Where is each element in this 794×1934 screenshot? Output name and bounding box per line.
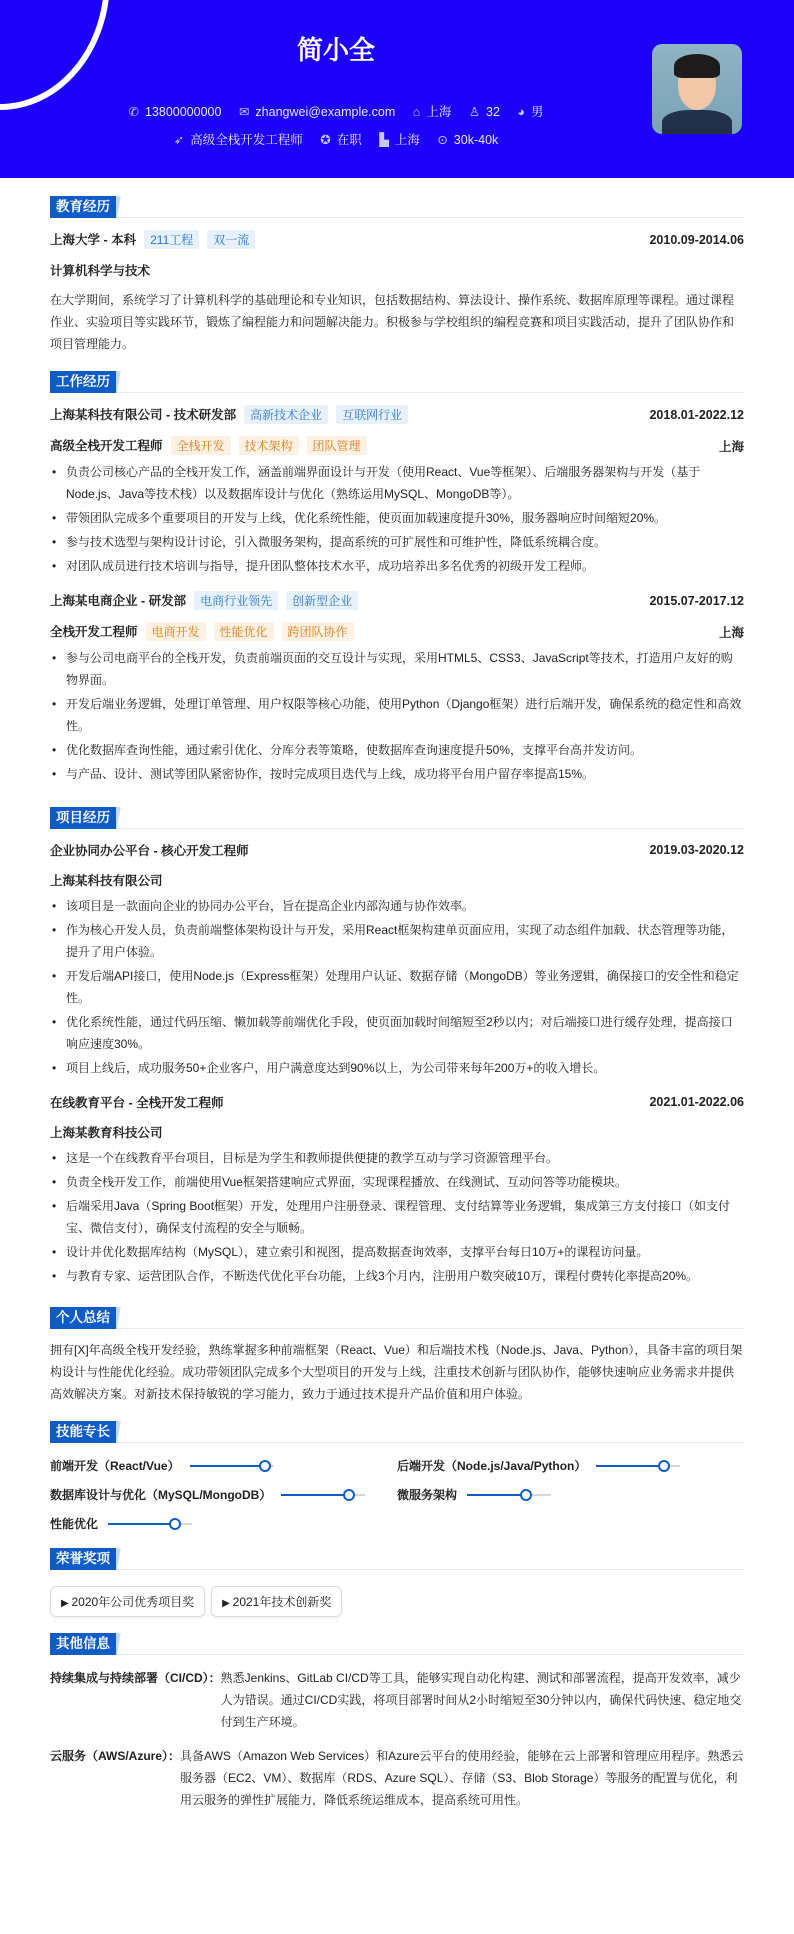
work-city: 上海 [718,625,744,640]
section-title: 荣誉奖项 [50,1548,116,1570]
city: 上海 [426,105,452,119]
skill-name: 后端开发（Node.js/Java/Python） [397,1459,587,1473]
award-name: 2020年公司优秀项目奖 [71,1595,195,1609]
resume-header [0,0,794,178]
skill-name: 数据库设计与优化（MySQL/MongoDB） [50,1488,272,1502]
work-header [50,591,744,610]
building-icon: ▙ [379,133,389,147]
section-awards [50,1548,744,1570]
skill-level-fill [596,1465,663,1467]
send-icon: ➶ [173,133,185,147]
skill-level-knob [169,1518,181,1530]
bullet: • 参与公司电商平台的全栈开发，负责前端页面的交互设计与实现，采用HTML5、CSS3、JavaScript等技术，打造用户友好的购物界面。 [50,647,744,691]
status: 在职 [336,133,362,147]
position: 高级全栈开发工程师 [190,133,303,147]
work-item [50,591,744,785]
skill-level-bar [108,1523,192,1525]
skill-name: 前端开发（React/Vue） [50,1459,180,1473]
company-tag: 高新技术企业 [244,405,328,424]
salary: 30k-40k [453,133,499,147]
section-projects [50,807,744,829]
company-tag: 电商行业领先 [194,591,278,610]
skill-level-bar [467,1494,551,1496]
bullet: • 与教育专家、运营团队合作，不断迭代优化平台功能，上线3个月内，注册用户数突破10万，课程付费转化率提高20%。 [50,1265,744,1287]
school-tag: 双一流 [207,230,255,249]
project-bullets [50,895,744,1079]
section-title: 工作经历 [50,371,116,393]
other-item [50,1745,744,1811]
project-item [50,841,744,1079]
bullet: • 作为核心开发人员，负责前端整体架构设计与开发，采用React框架构建单页面应用，实现了动态组件加载、状态管理等功能，提升了用户体验。 [50,919,744,963]
phone: 13800000000 [144,105,222,119]
company-tag: 互联网行业 [336,405,408,424]
role-tag: 性能优化 [214,622,274,641]
skill-item [397,1457,744,1474]
contact-info-row [0,102,672,120]
award-item [50,1586,205,1617]
section-work [50,371,744,393]
section-title: 技能专长 [50,1421,116,1443]
work-company-line [50,405,408,424]
skill-level-fill [281,1494,348,1496]
role-tag: 技术架构 [239,436,299,455]
other-label: 云服务（AWS/Azure）： [50,1749,181,1763]
role-tag: 全栈开发 [171,436,231,455]
mail-icon: ✉ [238,105,250,119]
bullet: • 参与技术选型与架构设计讨论，引入微服务架构，提高系统的可扩展性和可维护性，降低系统耦合度。 [50,531,744,553]
cake-icon: ♙ [468,105,481,119]
summary-text: 拥有[X]年高级全栈开发经验，熟练掌握多种前端框架（React、Vue）和后端技术栈（Node.js、Java、Python），具备丰富的项目架构设计与性能优化经验。成功带领团队完成多个大型项目的开发与上线，注重技术创新与团队协作，能够快速响应业务需求并提供高效解决方案。对新技术保持敏锐的学习能力，致力于通过技术提升产品价值和用户体验。 [50,1343,743,1401]
other-text: 熟悉Jenkins、GitLab CI/CD等工具，能够实现自动化构建、测试和部署流程，提高开发效率，减少人为错误。通过CI/CD实践，将项目部署时间从2小时缩短至30分钟以内，确保代码快速、稳定地交付到生产环境。 [220,1671,742,1729]
section-skills [50,1421,744,1443]
avatar [652,44,742,134]
section-education [50,196,744,218]
section-title: 项目经历 [50,807,116,829]
skill-item [50,1457,397,1474]
bullet: • 负责公司核心产品的全栈开发工作，涵盖前端界面设计与开发（使用React、Vue等框架）、后端服务器架构与开发（基于Node.js、Java等技术栈）以及数据库设计与优化（熟练运用MySQL、MongoDB等）。 [50,461,744,505]
bullet: • 带领团队完成多个重要项目的开发与上线，优化系统性能，使页面加载速度提升30%，服务器响应时间缩短20%。 [50,507,744,529]
project-date: 2019.03-2020.12 [649,843,744,857]
project-header [50,841,744,859]
role-row [50,436,744,455]
bullet: • 设计并优化数据库结构（MySQL），建立索引和视图，提高数据查询效率，支撑平台每日10万+的课程访问量。 [50,1241,744,1263]
work-list [50,405,744,785]
triangle-right-icon: ▶ [222,1598,233,1609]
project-bullets [50,1147,744,1287]
work-item [50,405,744,577]
project-company: 上海某教育科技公司 [50,1126,163,1140]
other-text: 具备AWS（Amazon Web Services）和Azure云平台的使用经验，能够在云上部署和管理应用程序。熟悉云服务器（EC2、VM）、数据库（RDS、Azure SQL）、存储（S3、Blob Storage）等服务的配置与优化，利用云服务的弹性扩展能力，降低系统运维成本，提高系统可用性。 [180,1749,744,1807]
section-title: 其他信息 [50,1633,116,1655]
project-list [50,841,744,1287]
skill-level-knob [343,1489,355,1501]
award-item [211,1586,342,1617]
award-name: 2021年技术创新奖 [232,1595,332,1609]
bullet: • 该项目是一款面向企业的协同办公平台，旨在提高企业内部沟通与协作效率。 [50,895,744,917]
role-row [50,622,744,641]
phone-icon: ✆ [128,105,139,119]
education-desc: 在大学期间，系统学习了计算机科学的基础理论和专业知识，包括数据结构、算法设计、操作系统、数据库原理等课程。通过课程作业、实验项目等实践环节，锻炼了编程能力和问题解决能力。积极参与学校组织的编程竞赛和项目实践活动，提升了团队协作和项目管理能力。 [50,293,735,351]
role-tag: 跨团队协作 [282,622,354,641]
skill-level-knob [259,1460,271,1472]
resume-body [0,196,794,1811]
major: 计算机科学与技术 [50,264,151,278]
skill-item [50,1486,397,1503]
section-summary [50,1307,744,1329]
target-city: 上海 [394,133,420,147]
skill-level-knob [520,1489,532,1501]
candidate-name: 简小全 [296,35,375,65]
status-icon: ✪ [320,133,331,147]
skill-level-fill [190,1465,266,1467]
skill-level-bar [281,1494,365,1496]
bullet: • 与产品、设计、测试等团队紧密协作，按时完成项目迭代与上线，成功将平台用户留存率提高15%。 [50,763,744,785]
project-company: 上海某科技有限公司 [50,874,163,888]
bullet: • 后端采用Java（Spring Boot框架）开发，处理用户注册登录、课程管理、支付结算等业务逻辑，集成第三方支付接口（如支付宝、微信支付），确保支付流程的安全与顺畅。 [50,1195,744,1239]
skill-item [397,1486,744,1503]
other-list [50,1667,744,1811]
school: 上海大学 - 本科 [50,233,137,247]
school-tag: 211工程 [144,230,199,249]
salary-icon: ⊙ [437,133,448,147]
section-title: 教育经历 [50,196,116,218]
skill-level-fill [467,1494,526,1496]
work-bullets [50,461,744,577]
skill-name: 微服务架构 [397,1488,458,1502]
home-icon: ⌂ [412,105,421,119]
bullet: • 这是一个在线教育平台项目，目标是为学生和教师提供便捷的教学互动与学习资源管理平台。 [50,1147,744,1169]
project-header [50,1093,744,1111]
company: 上海某科技有限公司 - 技术研发部 [50,408,237,422]
project-name: 在线教育平台 - 全栈开发工程师 [50,1096,224,1110]
skill-level-bar [190,1465,274,1467]
work-date: 2018.01-2022.12 [649,407,744,422]
work-company-line [50,591,358,610]
bullet: • 项目上线后，成功服务50+企业客户，用户满意度达到90%以上，为公司带来每年200万+的收入增长。 [50,1057,744,1079]
skill-level-fill [108,1523,175,1525]
project-item [50,1093,744,1287]
role-tag: 团队管理 [307,436,367,455]
bullet: • 开发后端业务逻辑，处理订单管理、用户权限等核心功能，使用Python（Django框架）进行后端开发，确保系统的稳定性和高效性。 [50,693,744,737]
work-city: 上海 [718,439,744,454]
education-date: 2010.09-2014.06 [649,232,744,247]
award-list [50,1586,744,1617]
role: 高级全栈开发工程师 [50,439,163,453]
section-title: 个人总结 [50,1307,116,1329]
work-bullets [50,647,744,785]
other-item [50,1667,744,1733]
triangle-right-icon: ▶ [61,1598,72,1609]
work-header [50,405,744,424]
skill-list [50,1457,744,1532]
job-intent-row [0,130,672,148]
role-line [50,622,354,641]
bullet: • 优化数据库查询性能，通过索引优化、分库分表等策略，使数据库查询速度提升50%，支撑平台高并发访问。 [50,739,744,761]
skill-level-bar [596,1465,680,1467]
project-date: 2021.01-2022.06 [649,1095,744,1109]
age: 32 [486,105,500,119]
gender-icon: ◕ [517,105,525,119]
company: 上海某电商企业 - 研发部 [50,594,187,608]
bullet: • 对团队成员进行技术培训与指导，提升团队整体技术水平，成功培养出多名优秀的初级开发工程师。 [50,555,744,577]
skill-item [50,1515,397,1532]
company-tag: 创新型企业 [286,591,358,610]
work-date: 2015.07-2017.12 [649,593,744,608]
email[interactable]: zhangwei@example.com [255,105,396,119]
project-name: 企业协同办公平台 - 核心开发工程师 [50,844,249,858]
bullet: • 优化系统性能，通过代码压缩、懒加载等前端优化手段，使页面加载时间缩短至2秒以内；对后端接口进行缓存处理，提高接口响应速度30%。 [50,1011,744,1055]
skill-name: 性能优化 [50,1517,99,1531]
other-label: 持续集成与持续部署（CI/CD）： [50,1671,221,1685]
role-line [50,436,367,455]
gender: 男 [530,105,544,119]
education-row [50,230,744,249]
bullet: • 负责全栈开发工作，前端使用Vue框架搭建响应式界面，实现课程播放、在线测试、互动问答等功能模块。 [50,1171,744,1193]
role-tag: 电商开发 [146,622,206,641]
role: 全栈开发工程师 [50,625,138,639]
skill-level-knob [658,1460,670,1472]
section-other [50,1633,744,1655]
bullet: • 开发后端API接口，使用Node.js（Express框架）处理用户认证、数据存储（MongoDB）等业务逻辑，确保接口的安全性和稳定性。 [50,965,744,1009]
